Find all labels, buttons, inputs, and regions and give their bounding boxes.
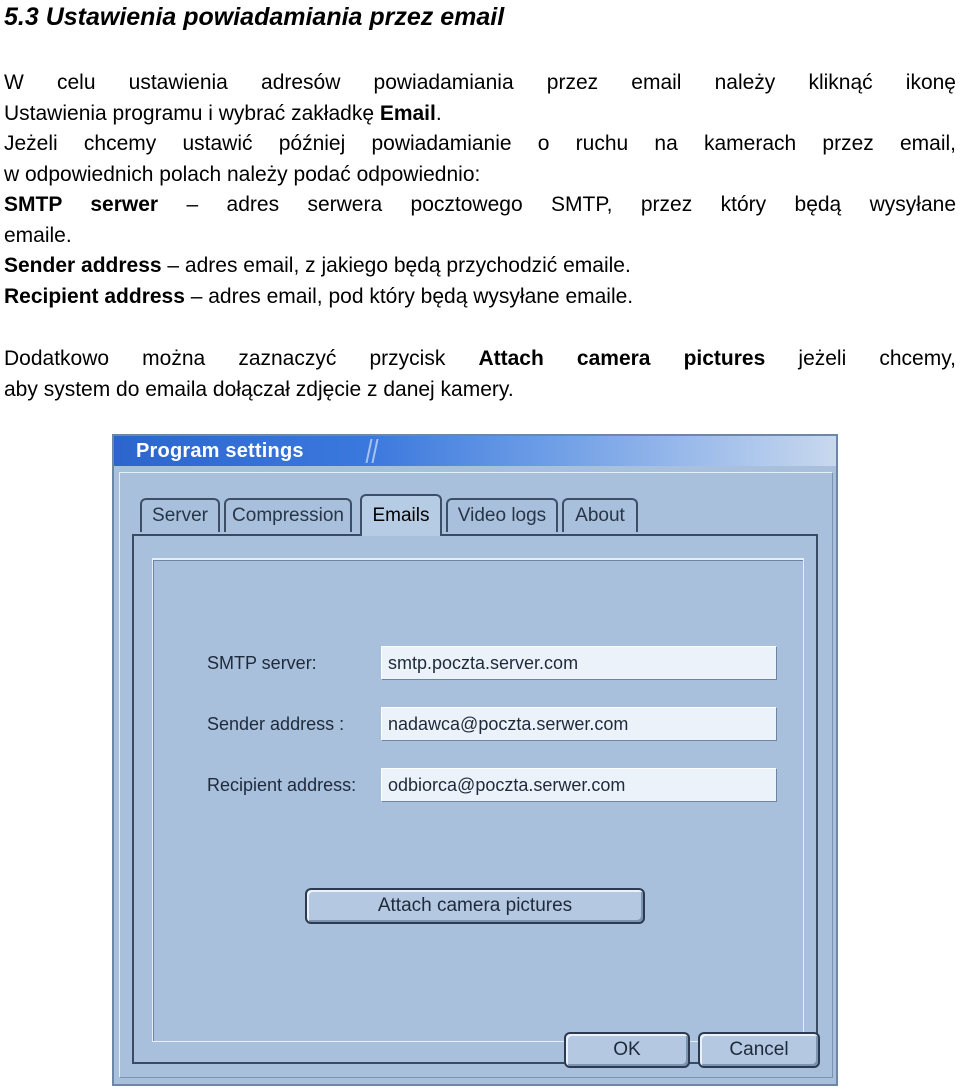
tab-server[interactable] [140, 498, 220, 532]
tab-about[interactable] [562, 498, 638, 532]
tab-video-logs[interactable] [446, 498, 558, 532]
tab-emails-label: Emails [372, 505, 430, 526]
tab-compression[interactable] [224, 498, 352, 532]
title-grip-icon [366, 436, 382, 466]
attach-line-1-end: jeżeli chcemy, [765, 347, 956, 370]
sender-address-input[interactable]: nadawca@poczta.serwer.com [381, 707, 777, 741]
tab-compression-label: Compression [232, 505, 344, 526]
smtp-server-input[interactable]: smtp.poczta.server.com [381, 646, 777, 680]
attach-term: Attach camera pictures [478, 347, 766, 370]
attach-line-2: aby system do emaila dołączał zdjęcie z danej kamery. [4, 377, 514, 401]
sender-term: Sender address [4, 254, 162, 277]
intro-line-3: Jeżeli chcemy ustawić później powiadamianie o ruchu na kamerach przez email, [4, 132, 956, 155]
intro-line-2 [4, 99, 956, 130]
intro-line-1: W celu ustawienia adresów powiadamiania przez email należy kliknąć ikonę [4, 71, 956, 94]
emails-tab-panel [132, 534, 818, 1064]
attach-line-1 [4, 344, 956, 375]
tab-server-label: Server [152, 505, 208, 526]
smtp-description: – adres serwera pocztowego SMTP, przez który będą wysyłane [158, 193, 957, 216]
attach-line-1-text: Dodatkowo można zaznaczyć przycisk [4, 347, 479, 370]
sender-address-label: Sender address : [207, 714, 345, 734]
email-settings-group [152, 558, 804, 1042]
attach-camera-pictures-button[interactable]: Attach camera pictures [305, 888, 645, 924]
smtp-definition-cont: emaile. [4, 223, 72, 247]
dialog-title: Program settings [136, 440, 304, 462]
sender-description: – adres email, z jakiego będą przychodzić emaile. [161, 254, 631, 277]
recipient-term: Recipient address [4, 284, 185, 308]
intro-line-4: w odpowiednich polach należy podać odpowiednio: [4, 162, 481, 186]
recipient-description: – adres email, pod który będą wysyłane emaile. [184, 284, 634, 308]
smtp-definition [4, 190, 956, 221]
recipient-address-input[interactable]: odbiorca@poczta.serwer.com [381, 768, 777, 802]
cancel-button[interactable]: Cancel [698, 1032, 820, 1068]
intro-line-2-end: . [435, 101, 442, 125]
tab-video-logs-label: Video logs [457, 505, 547, 526]
intro-line-2-text: Ustawienia programu i wybrać zakładkę [4, 101, 380, 125]
smtp-server-label: SMTP server: [207, 653, 317, 673]
program-settings-dialog [112, 434, 838, 1086]
recipient-address-label: Recipient address: [207, 775, 357, 795]
section-heading: 5.3 Ustawienia powiadamiania przez email [4, 3, 505, 31]
tab-emails[interactable] [360, 494, 442, 536]
dialog-title-bar[interactable] [114, 436, 836, 466]
tab-about-label: About [575, 505, 625, 526]
email-term: Email [379, 101, 436, 125]
ok-button[interactable]: OK [564, 1032, 690, 1068]
smtp-term: SMTP serwer [4, 193, 159, 216]
attach-paragraph [4, 344, 956, 405]
intro-paragraph [4, 68, 956, 312]
sender-definition [4, 251, 956, 282]
recipient-definition [4, 282, 956, 313]
